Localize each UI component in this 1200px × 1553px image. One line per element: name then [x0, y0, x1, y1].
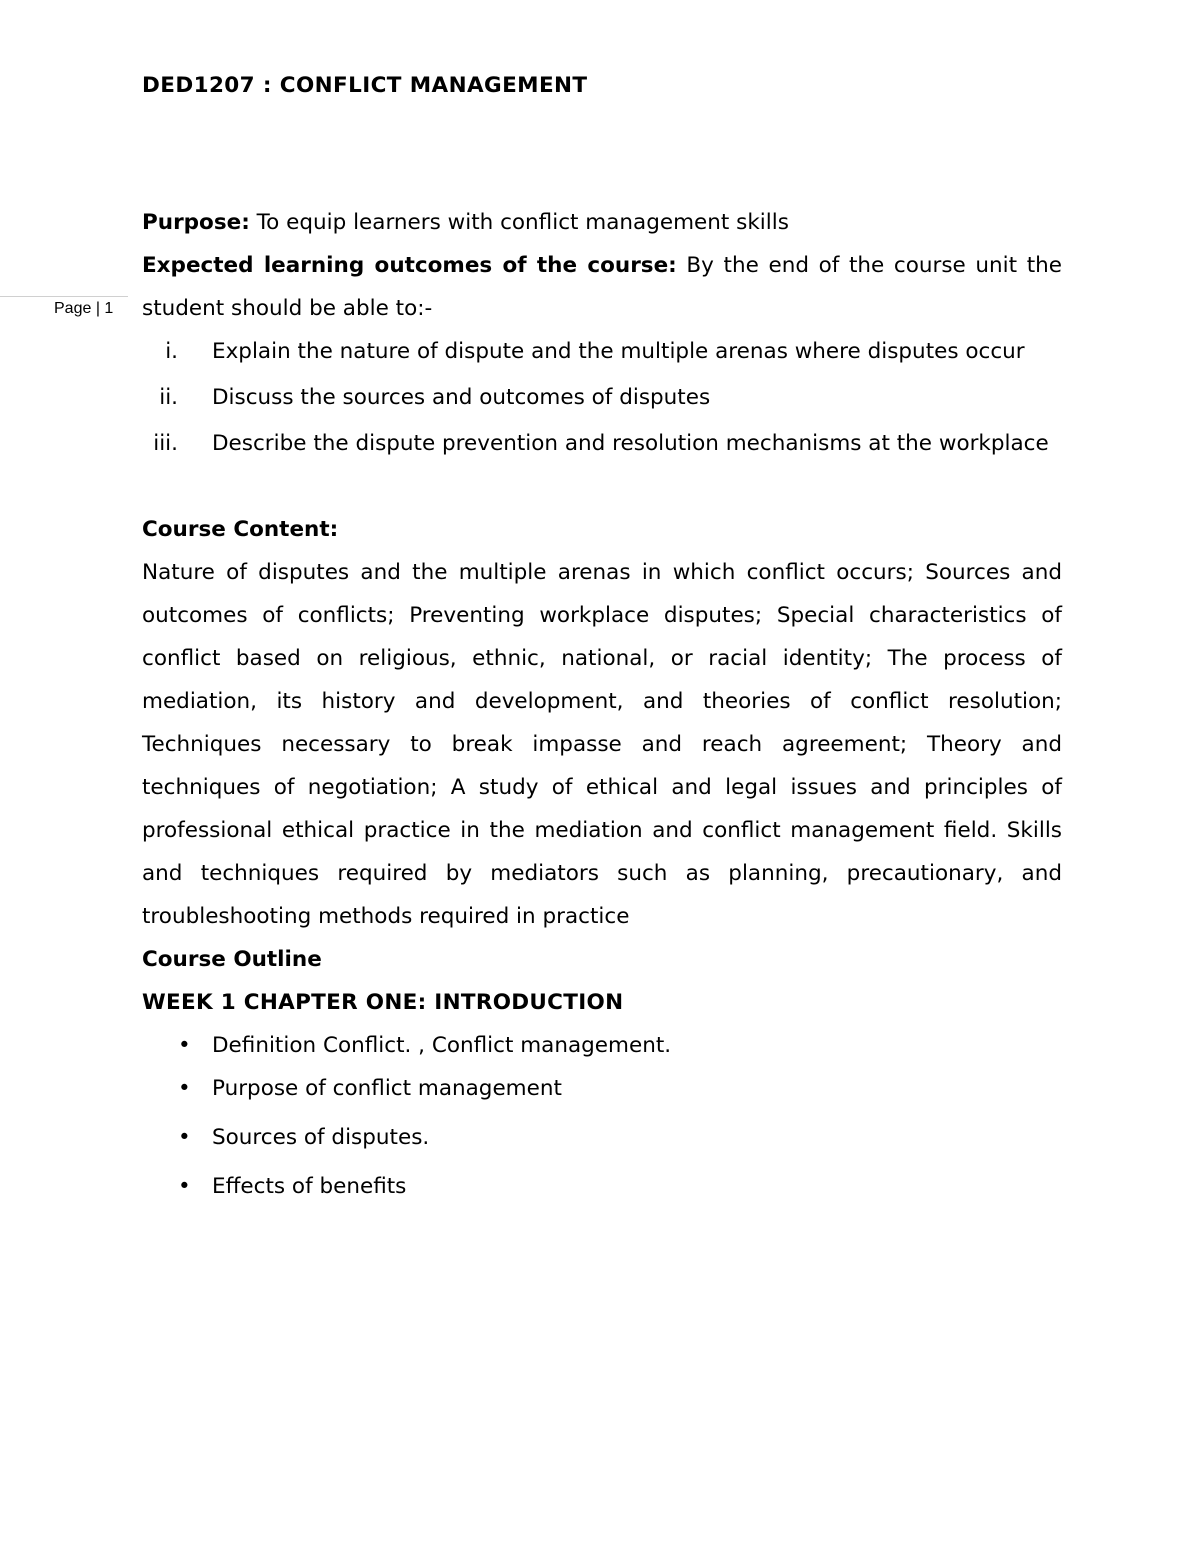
list-item	[142, 330, 1062, 373]
list-item	[142, 1024, 1062, 1067]
outcomes-list	[142, 330, 1062, 465]
document-body	[142, 201, 1062, 1208]
bullet-icon: •	[178, 1033, 191, 1058]
document-title: DED1207 : CONFLICT MANAGEMENT	[142, 73, 588, 98]
bullet-icon: •	[178, 1174, 191, 1199]
list-item-number: iii.	[153, 431, 178, 456]
course-content-heading: Course Content:	[142, 517, 339, 542]
page-number: Page | 1	[54, 300, 114, 317]
list-item	[142, 1165, 1062, 1208]
course-outline-heading: Course Outline	[142, 947, 322, 972]
bullet-icon: •	[178, 1125, 191, 1150]
list-item	[142, 422, 1062, 465]
list-item	[142, 376, 1062, 419]
list-item-text: Sources of disputes.	[212, 1125, 430, 1150]
list-item-number: ii.	[159, 385, 178, 410]
list-item	[142, 1116, 1062, 1159]
list-item-text: Describe the dispute prevention and resolution mechanisms at the workplace	[212, 431, 1049, 456]
list-item	[142, 1067, 1062, 1110]
list-item-number: i.	[165, 339, 178, 364]
purpose-paragraph	[142, 201, 1062, 244]
purpose-text: To equip learners with conflict management skills	[249, 210, 789, 235]
outcomes-intro: By the end of the course unit the student should be able to:-	[142, 253, 1063, 321]
bullet-icon: •	[178, 1076, 191, 1101]
course-content-paragraph: Nature of disputes and the multiple arenas in which conflict occurs; Sources and outcomes of conflicts; Preventing workplace disputes; Special characteristics of conflict based on religious, ethnic, national, or racial identity; The process of mediation, its history and development, and theories of conflict resolution; Techniques necessary to break impasse and reach agreement; Theory and techniques of negotiation; A study of ethical and legal issues and principles of professional ethical practice in the mediation and conflict management field. Skills and techniques required by mediators such as planning, precautionary, and troubleshooting methods required in practice	[142, 560, 1062, 929]
page-margin-rule	[0, 296, 128, 297]
list-item-text: Effects of benefits	[212, 1174, 407, 1199]
topics-list	[142, 1024, 1062, 1208]
list-item-text: Discuss the sources and outcomes of disputes	[212, 385, 711, 410]
outcomes-label: Expected learning outcomes of the course:	[142, 253, 677, 278]
purpose-label: Purpose:	[142, 210, 250, 235]
blank-line	[142, 465, 1062, 508]
week-heading: WEEK 1 CHAPTER ONE: INTRODUCTION	[142, 990, 624, 1015]
list-item-text: Definition Conflict. , Conflict management.	[212, 1033, 672, 1058]
list-item-text: Purpose of conflict management	[212, 1076, 562, 1101]
list-item-text: Explain the nature of dispute and the multiple arenas where disputes occur	[212, 339, 1025, 364]
outcomes-paragraph	[142, 244, 1062, 330]
